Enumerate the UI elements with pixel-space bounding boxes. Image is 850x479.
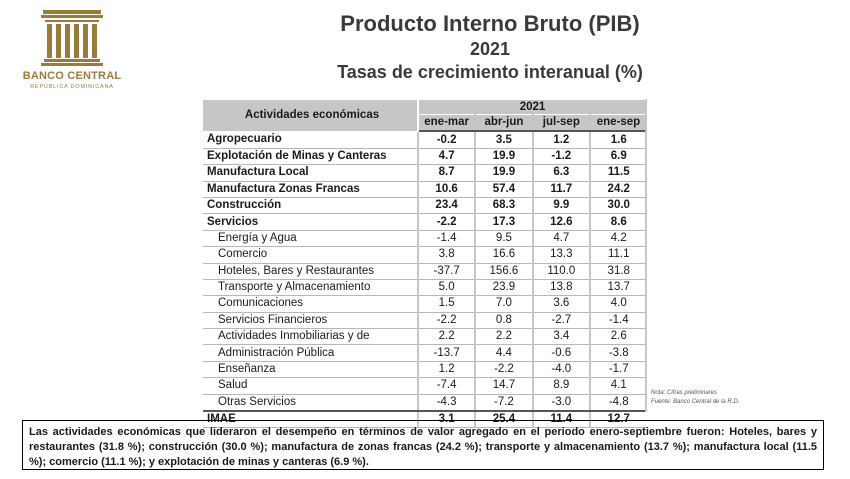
activity-label: Actividades Inmobiliarias y de [203, 329, 418, 345]
growth-value-cell: -7.2 [475, 394, 532, 411]
growth-value-cell: 11.5 [590, 165, 647, 181]
growth-value-cell: -1.2 [533, 148, 590, 164]
activity-label: Energía y Agua [203, 230, 418, 246]
table-row [203, 394, 647, 411]
growth-value-cell: -2.2 [418, 312, 475, 328]
growth-value-cell: -0.2 [418, 131, 475, 148]
table-row [203, 230, 647, 246]
growth-value-cell: 24.2 [590, 181, 647, 197]
growth-value-cell: 13.8 [533, 279, 590, 295]
activity-label: IMAE [203, 411, 418, 428]
growth-value-cell: 23.9 [475, 279, 532, 295]
table-row [203, 148, 647, 164]
table-row [203, 345, 647, 361]
growth-value-cell: 4.0 [590, 296, 647, 312]
building-logo-icon [41, 8, 103, 66]
growth-value-cell: 17.3 [475, 214, 532, 230]
page-year: 2021 [469, 39, 511, 59]
growth-value-cell: 1.2 [418, 361, 475, 377]
activity-label: Hoteles, Bares y Restaurantes [203, 263, 418, 279]
growth-value-cell: 11.1 [590, 247, 647, 263]
growth-value-cell: -4.8 [590, 394, 647, 411]
growth-value-cell: 3.6 [533, 296, 590, 312]
activity-label: Manufactura Zonas Francas [203, 181, 418, 197]
growth-value-cell: 19.9 [475, 165, 532, 181]
growth-value-cell: 6.3 [533, 165, 590, 181]
growth-value-cell: 11.7 [533, 181, 590, 197]
activity-label: Agropecuario [203, 131, 418, 148]
growth-value-cell: 156.6 [475, 263, 532, 279]
growth-value-cell: -2.7 [533, 312, 590, 328]
growth-value-cell: -1.4 [590, 312, 647, 328]
growth-value-cell: 4.7 [533, 230, 590, 246]
gdp-growth-table [203, 99, 647, 428]
page-subtitle: Tasas de crecimiento interanual (%) [337, 62, 643, 82]
table-row [203, 361, 647, 377]
activity-label: Construcción [203, 197, 418, 213]
growth-value-cell: 31.8 [590, 263, 647, 279]
activity-label: Administración Pública [203, 345, 418, 361]
growth-value-cell: 3.4 [533, 329, 590, 345]
page-title: Producto Interno Bruto (PIB) [340, 11, 640, 36]
growth-value-cell: 30.0 [590, 197, 647, 213]
table-row [203, 247, 647, 263]
activity-label: Comercio [203, 247, 418, 263]
growth-value-cell: 1.6 [590, 131, 647, 148]
growth-value-cell: 12.7 [590, 411, 647, 428]
bank-logo [12, 8, 132, 94]
growth-value-cell: 25.4 [475, 411, 532, 428]
table-row [203, 131, 647, 148]
note-source: Fuente: Banco Central de la R.D. [651, 399, 740, 405]
growth-value-cell: -4.3 [418, 394, 475, 411]
growth-value-cell: -2.2 [418, 214, 475, 230]
activity-label: Comunicaciones [203, 296, 418, 312]
growth-value-cell: 23.4 [418, 197, 475, 213]
table-row [203, 378, 647, 394]
growth-value-cell: 7.0 [475, 296, 532, 312]
growth-value-cell: -0.6 [533, 345, 590, 361]
growth-value-cell: 1.2 [533, 131, 590, 148]
table-row [203, 181, 647, 197]
growth-value-cell: 6.9 [590, 148, 647, 164]
growth-value-cell: 2.2 [475, 329, 532, 345]
growth-value-cell: -3.8 [590, 345, 647, 361]
table-row [203, 214, 647, 230]
growth-value-cell: 110.0 [533, 263, 590, 279]
growth-value-cell: 12.6 [533, 214, 590, 230]
activity-header: Actividades económicas [203, 100, 418, 132]
table-row [203, 329, 647, 345]
activity-label: Manufactura Local [203, 165, 418, 181]
growth-value-cell: 68.3 [475, 197, 532, 213]
table-row [203, 165, 647, 181]
growth-value-cell: -13.7 [418, 345, 475, 361]
summary-box: Las actividades económicas que lideraron el desempeño en términos de valor agregado en el periodo enero-septiembre fueron: Hoteles, bares y restaurantes (31.8 %); construcción (30.0 %); manufactura de zonas francas (24.2 %); transporte y almacenamiento (13.7 %); manufactura local (11.5 %); comercio (11.1 %); y explotación de minas y canteras (6.9 %). [22, 420, 824, 470]
table-row [203, 263, 647, 279]
growth-value-cell: -2.2 [475, 361, 532, 377]
growth-value-cell: 1.5 [418, 296, 475, 312]
growth-value-cell: 8.7 [418, 165, 475, 181]
growth-value-cell: 13.7 [590, 279, 647, 295]
growth-value-cell: -3.0 [533, 394, 590, 411]
growth-value-cell: -7.4 [418, 378, 475, 394]
activity-label: Otras Servicios [203, 394, 418, 411]
growth-value-cell: 8.6 [590, 214, 647, 230]
growth-value-cell: -37.7 [418, 263, 475, 279]
note-preliminary: Nota: Cifras preliminares [651, 390, 718, 396]
growth-value-cell: 11.4 [533, 411, 590, 428]
growth-value-cell: 4.7 [418, 148, 475, 164]
table-row [203, 279, 647, 295]
growth-value-cell: 5.0 [418, 279, 475, 295]
period-header: ene-mar [418, 115, 475, 132]
growth-value-cell: -4.0 [533, 361, 590, 377]
table-row [203, 296, 647, 312]
activity-label: Servicios Financieros [203, 312, 418, 328]
period-header: ene-sep [590, 115, 647, 132]
table-header-row [203, 100, 647, 115]
growth-value-cell: -1.4 [418, 230, 475, 246]
activity-label: Enseñanza [203, 361, 418, 377]
period-header: abr-jun [475, 115, 532, 132]
growth-value-cell: 3.5 [475, 131, 532, 148]
growth-value-cell: 4.1 [590, 378, 647, 394]
growth-value-cell: 13.3 [533, 247, 590, 263]
growth-value-cell: 2.6 [590, 329, 647, 345]
growth-value-cell: 19.9 [475, 148, 532, 164]
growth-value-cell: 14.7 [475, 378, 532, 394]
growth-value-cell: 9.5 [475, 230, 532, 246]
year-header: 2021 [418, 100, 646, 115]
growth-value-cell: -1.7 [590, 361, 647, 377]
activity-label: Servicios [203, 214, 418, 230]
growth-value-cell: 2.2 [418, 329, 475, 345]
logo-bank-name: BANCO CENTRAL [22, 70, 122, 82]
growth-value-cell: 0.8 [475, 312, 532, 328]
growth-value-cell: 4.4 [475, 345, 532, 361]
growth-value-cell: 3.1 [418, 411, 475, 428]
activity-label: Explotación de Minas y Canteras [203, 148, 418, 164]
growth-value-cell: 4.2 [590, 230, 647, 246]
growth-value-cell: 10.6 [418, 181, 475, 197]
activity-label: Salud [203, 378, 418, 394]
growth-value-cell: 16.6 [475, 247, 532, 263]
growth-value-cell: 9.9 [533, 197, 590, 213]
activity-label: Transporte y Almacenamiento [203, 279, 418, 295]
growth-value-cell: 3.8 [418, 247, 475, 263]
period-header: jul-sep [533, 115, 590, 132]
table-row [203, 197, 647, 213]
table-row [203, 312, 647, 328]
growth-value-cell: 57.4 [475, 181, 532, 197]
growth-value-cell: 8.9 [533, 378, 590, 394]
logo-subtitle: REPÚBLICA DOMINICANA [30, 84, 114, 90]
